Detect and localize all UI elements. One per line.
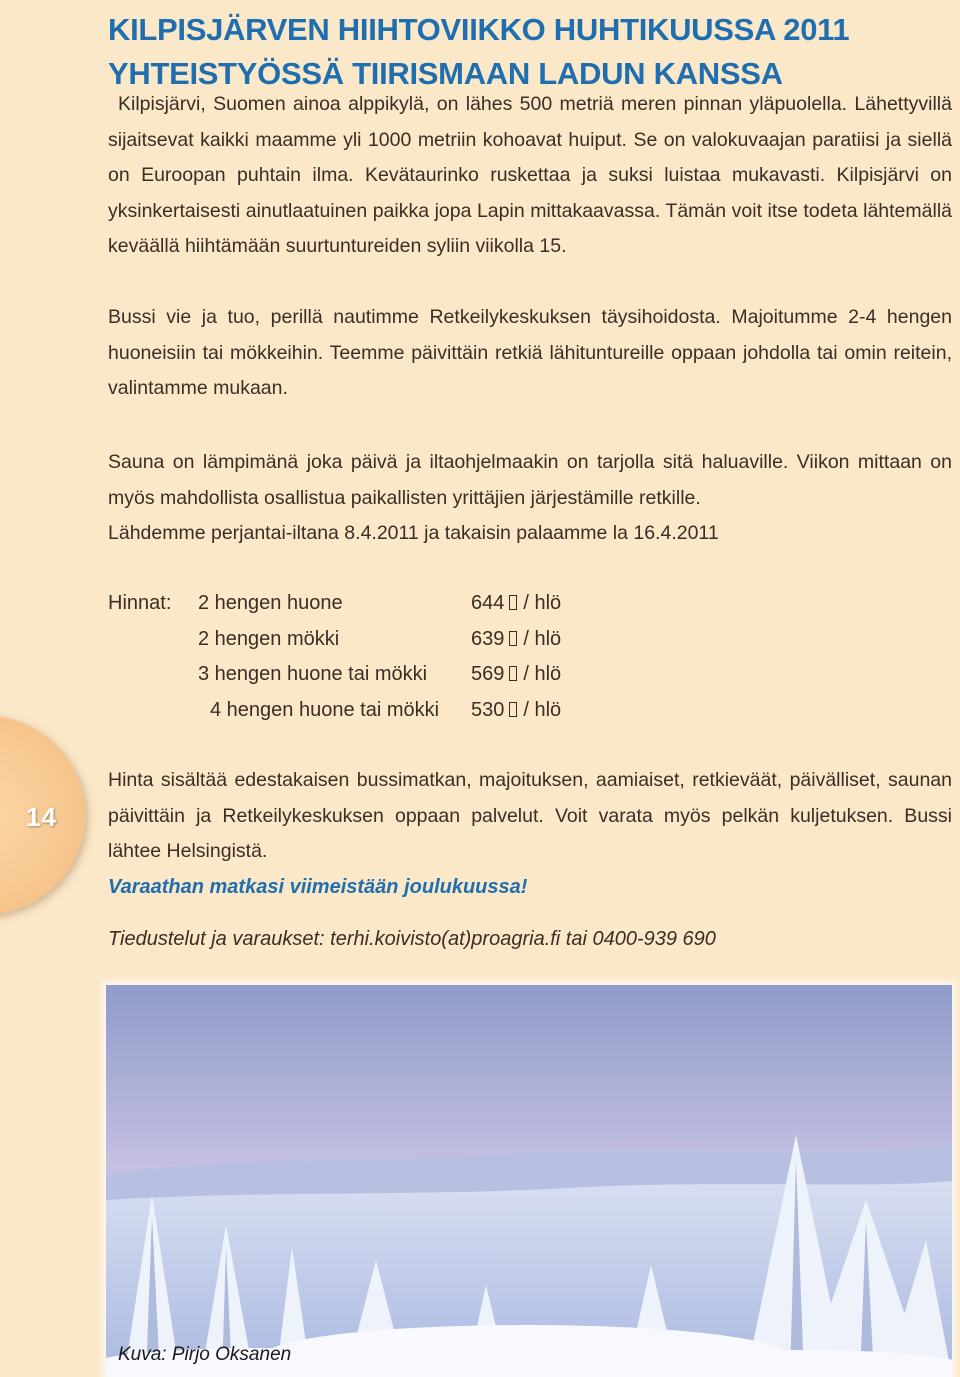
room-type: 2 hengen huone (198, 592, 343, 614)
page-number: 14 (26, 802, 57, 832)
price-amount: 639 / hlö (471, 627, 562, 650)
price-amount: 530 / hlö (471, 698, 562, 721)
room-type: 2 hengen mökki (198, 627, 340, 650)
accommodation-paragraph: Bussi vie ja tuo, perillä nautimme Retkeilykeskuksen täysihoidosta. Majoitumme 2-4 hengen huoneisiin tai mökkeihin. Teemme päivittäin retkiä lähituntureille oppaan johdolla tai omin reitein, valintamme mukaan. (108, 306, 952, 399)
photo-caption: Kuva: Pirjo Oksanen (118, 1344, 292, 1365)
euro-icon (509, 595, 517, 610)
contact-info: Tiedustelut ja varaukset: terhi.koivisto(at)proagria.fi tai 0400-939 690 (108, 928, 716, 950)
intro-paragraph: Kilpisjärvi, Suomen ainoa alppikylä, on lähes 500 metriä meren pinnan yläpuolella. Lähettyvillä sijaitsevat kaikki maamme yli 1000 metriin kohoavat huiput. Se on valokuvaajan paratiisi ja siellä on Euroopan puhtain ilma. Kevätaurinko ruskettaa ja suksi luistaa mukavasti. Kilpisjärvi on yksinkertaisesti ainutlaatuinen paikka jopa Lapin mittakaavassa. Tämän voit itse todeta lähtemällä keväällä hiihtämään suurtuntureiden syliin viikolla 15. (108, 93, 952, 257)
price-amount: 644 / hlö (471, 592, 562, 614)
price-list (108, 586, 628, 728)
booking-reminder: Varaathan matkasi viimeistään joulukuussa! (108, 876, 528, 898)
dates-line: Lähdemme perjantai-iltana 8.4.2011 ja takaisin palaamme la 16.4.2011 (108, 522, 719, 544)
page-title (108, 8, 948, 96)
euro-icon (509, 631, 517, 646)
price-row (108, 693, 628, 729)
price-includes-paragraph: Hinta sisältää edestakaisen bussimatkan, majoituksen, aamiaiset, retkieväät, päivälliset, saunan päivittäin ja Retkeilykeskuksen oppaan palvelut. Voit varata myös pelkän kuljetuksen. Bussi lähtee Helsingistä. (108, 769, 952, 862)
price-row (108, 657, 628, 693)
euro-icon (509, 702, 517, 717)
title-line-1: KILPISJÄRVEN HIIHTOVIIKKO HUHTIKUUSSA 2011 (108, 12, 850, 47)
price-row (108, 622, 628, 658)
price-amount: 569 / hlö (471, 663, 562, 685)
euro-icon (509, 666, 517, 681)
prices-label: Hinnat: (108, 592, 172, 614)
title-line-2: YHTEISTYÖSSÄ TIIRISMAAN LADUN KANSSA (108, 56, 783, 91)
room-type: 3 hengen huone tai mökki (198, 663, 428, 685)
sauna-paragraph: Sauna on lämpimänä joka päivä ja iltaohjelmaakin on tarjolla sitä haluaville. Viikon mittaan on myös mahdollista osallistua paikallisten yrittäjien järjestämille retkille. (108, 451, 952, 509)
room-type: 4 hengen huone tai mökki (210, 698, 440, 721)
price-row (108, 586, 628, 622)
snowy-forest-photo (106, 985, 952, 1377)
